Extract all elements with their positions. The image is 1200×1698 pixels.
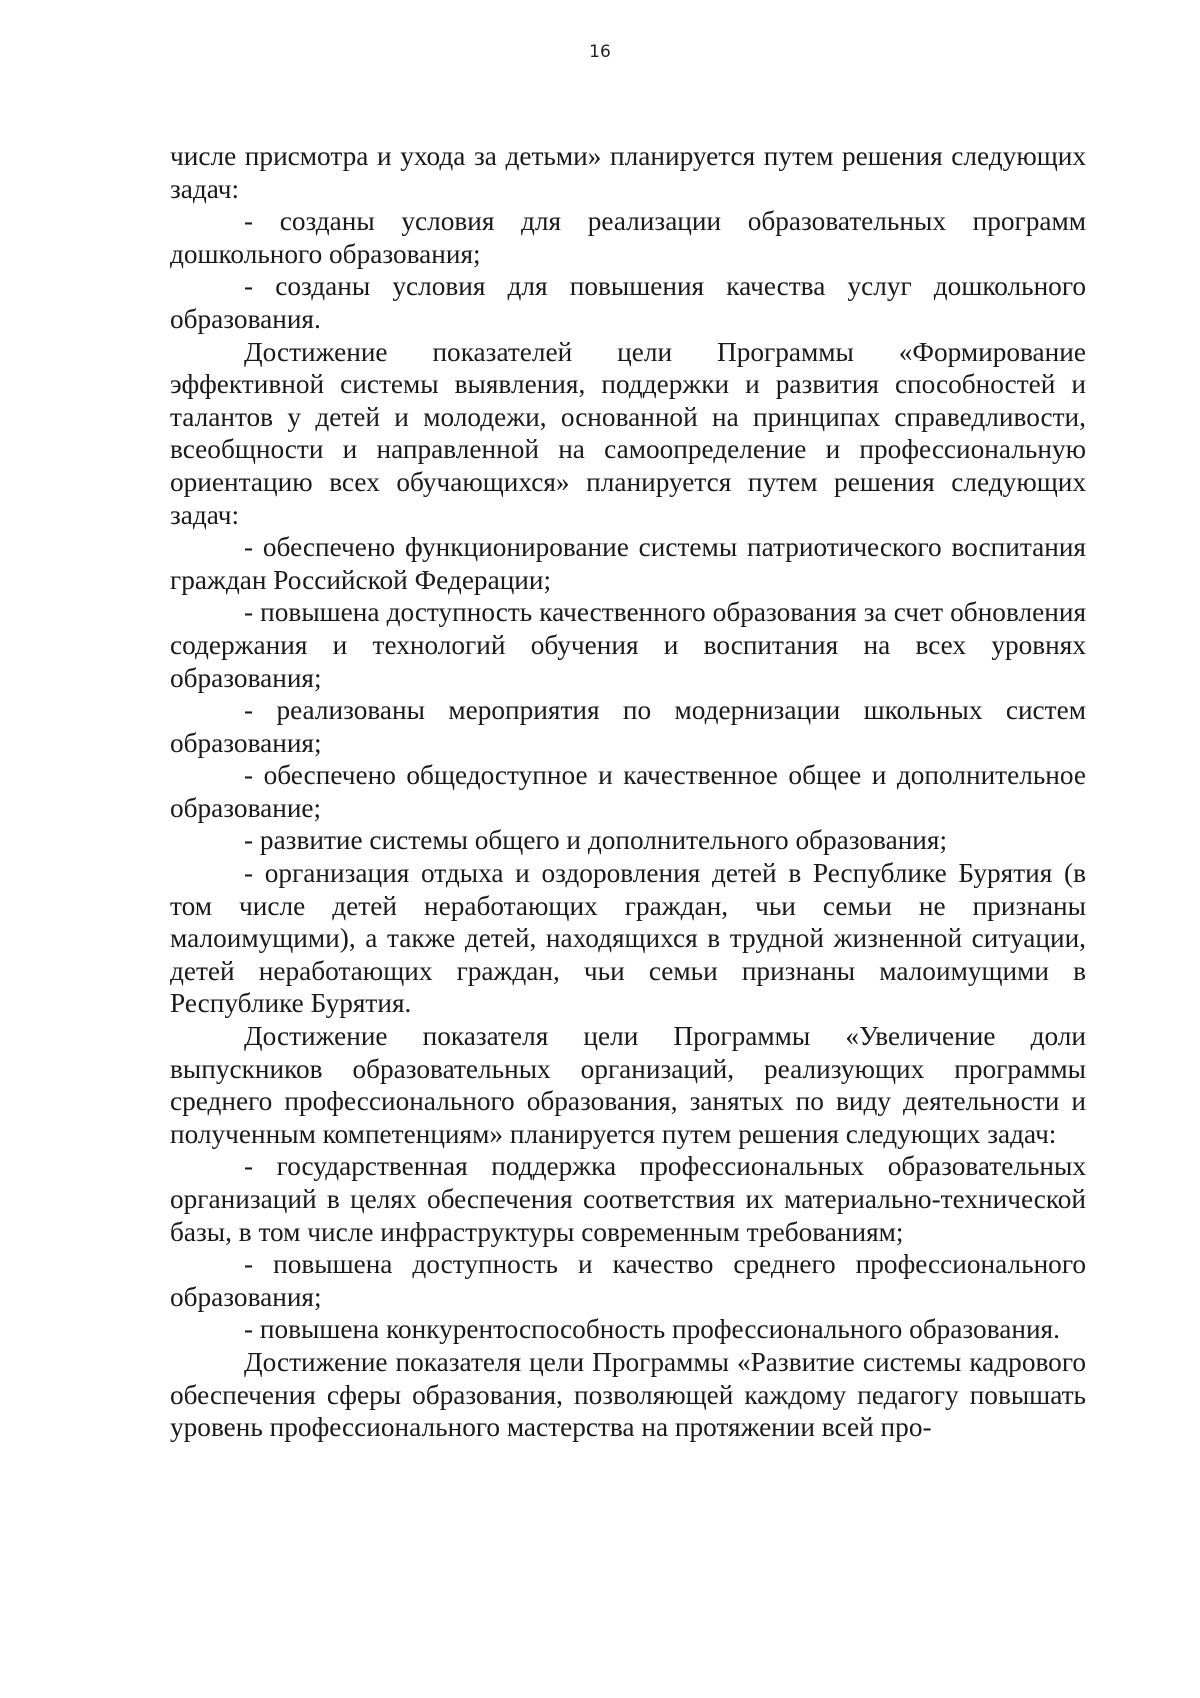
paragraph: Достижение показателей цели Программы «Формирование эффективной системы выявления, поддержки и развития способностей и талантов у детей и молодежи, основанной на принципах справедливости, всеобщности и направленной на самоопределение и профессиональную ориентацию всех обучающихся» планируется путем решения следующих задач:	[170, 336, 1086, 530]
list-item: - организация отдыха и оздоровления детей в Республике Бурятия (в том числе детей неработающих граждан, чьи семьи не признаны малоимущими), а также детей, находящихся в трудной жизненной ситуации, детей неработающих граждан, чьи семьи признаны малоимущими в Республике Бурятия.	[170, 858, 1086, 1019]
list-item: - обеспечено общедоступное и качественное общее и дополнительное образование;	[170, 760, 1086, 823]
list-item: - реализованы мероприятия по модернизации школьных систем образования;	[170, 695, 1086, 758]
list-item: - повышена конкурентоспособность профессионального образования.	[244, 1314, 1060, 1345]
list-item: - государственная поддержка профессиональных образовательных организаций в целях обеспечения соответствия их материально-технической базы, в том числе инфраструктуры современным требованиям;	[170, 1151, 1086, 1247]
page-number: 16	[589, 42, 611, 62]
list-item: - повышена доступность и качество среднего профессионального образования;	[170, 1249, 1086, 1312]
list-item: - повышена доступность качественного образования за счет обновления содержания и технологий обучения и воспитания на всех уровнях образования;	[170, 597, 1086, 693]
list-item: - созданы условия для реализации образовательных программ дошкольного образования;	[170, 206, 1086, 269]
list-item: - обеспечено функционирование системы патриотического воспитания граждан Российской Федерации;	[170, 532, 1086, 595]
paragraph: Достижение показателя цели Программы «Увеличение доли выпускников образовательных организаций, реализующих программы среднего профессионального образования, занятых по виду деятельности и полученным компетенциям» планируется путем решения следующих задач:	[170, 1021, 1086, 1149]
paragraph-continuation: числе присмотра и ухода за детьми» планируется путем решения следующих задач:	[170, 141, 1086, 204]
list-item: - созданы условия для повышения качества услуг дошкольного образования.	[170, 271, 1086, 334]
paragraph: Достижение показателя цели Программы «Развитие системы кадрового обеспечения сферы образования, позволяющей каждому педагогу повышать уровень профессионального мастерства на протяжении всей про-	[170, 1346, 1086, 1443]
list-item: - развитие системы общего и дополнительного образования;	[244, 825, 948, 856]
document-body	[170, 140, 1086, 1444]
